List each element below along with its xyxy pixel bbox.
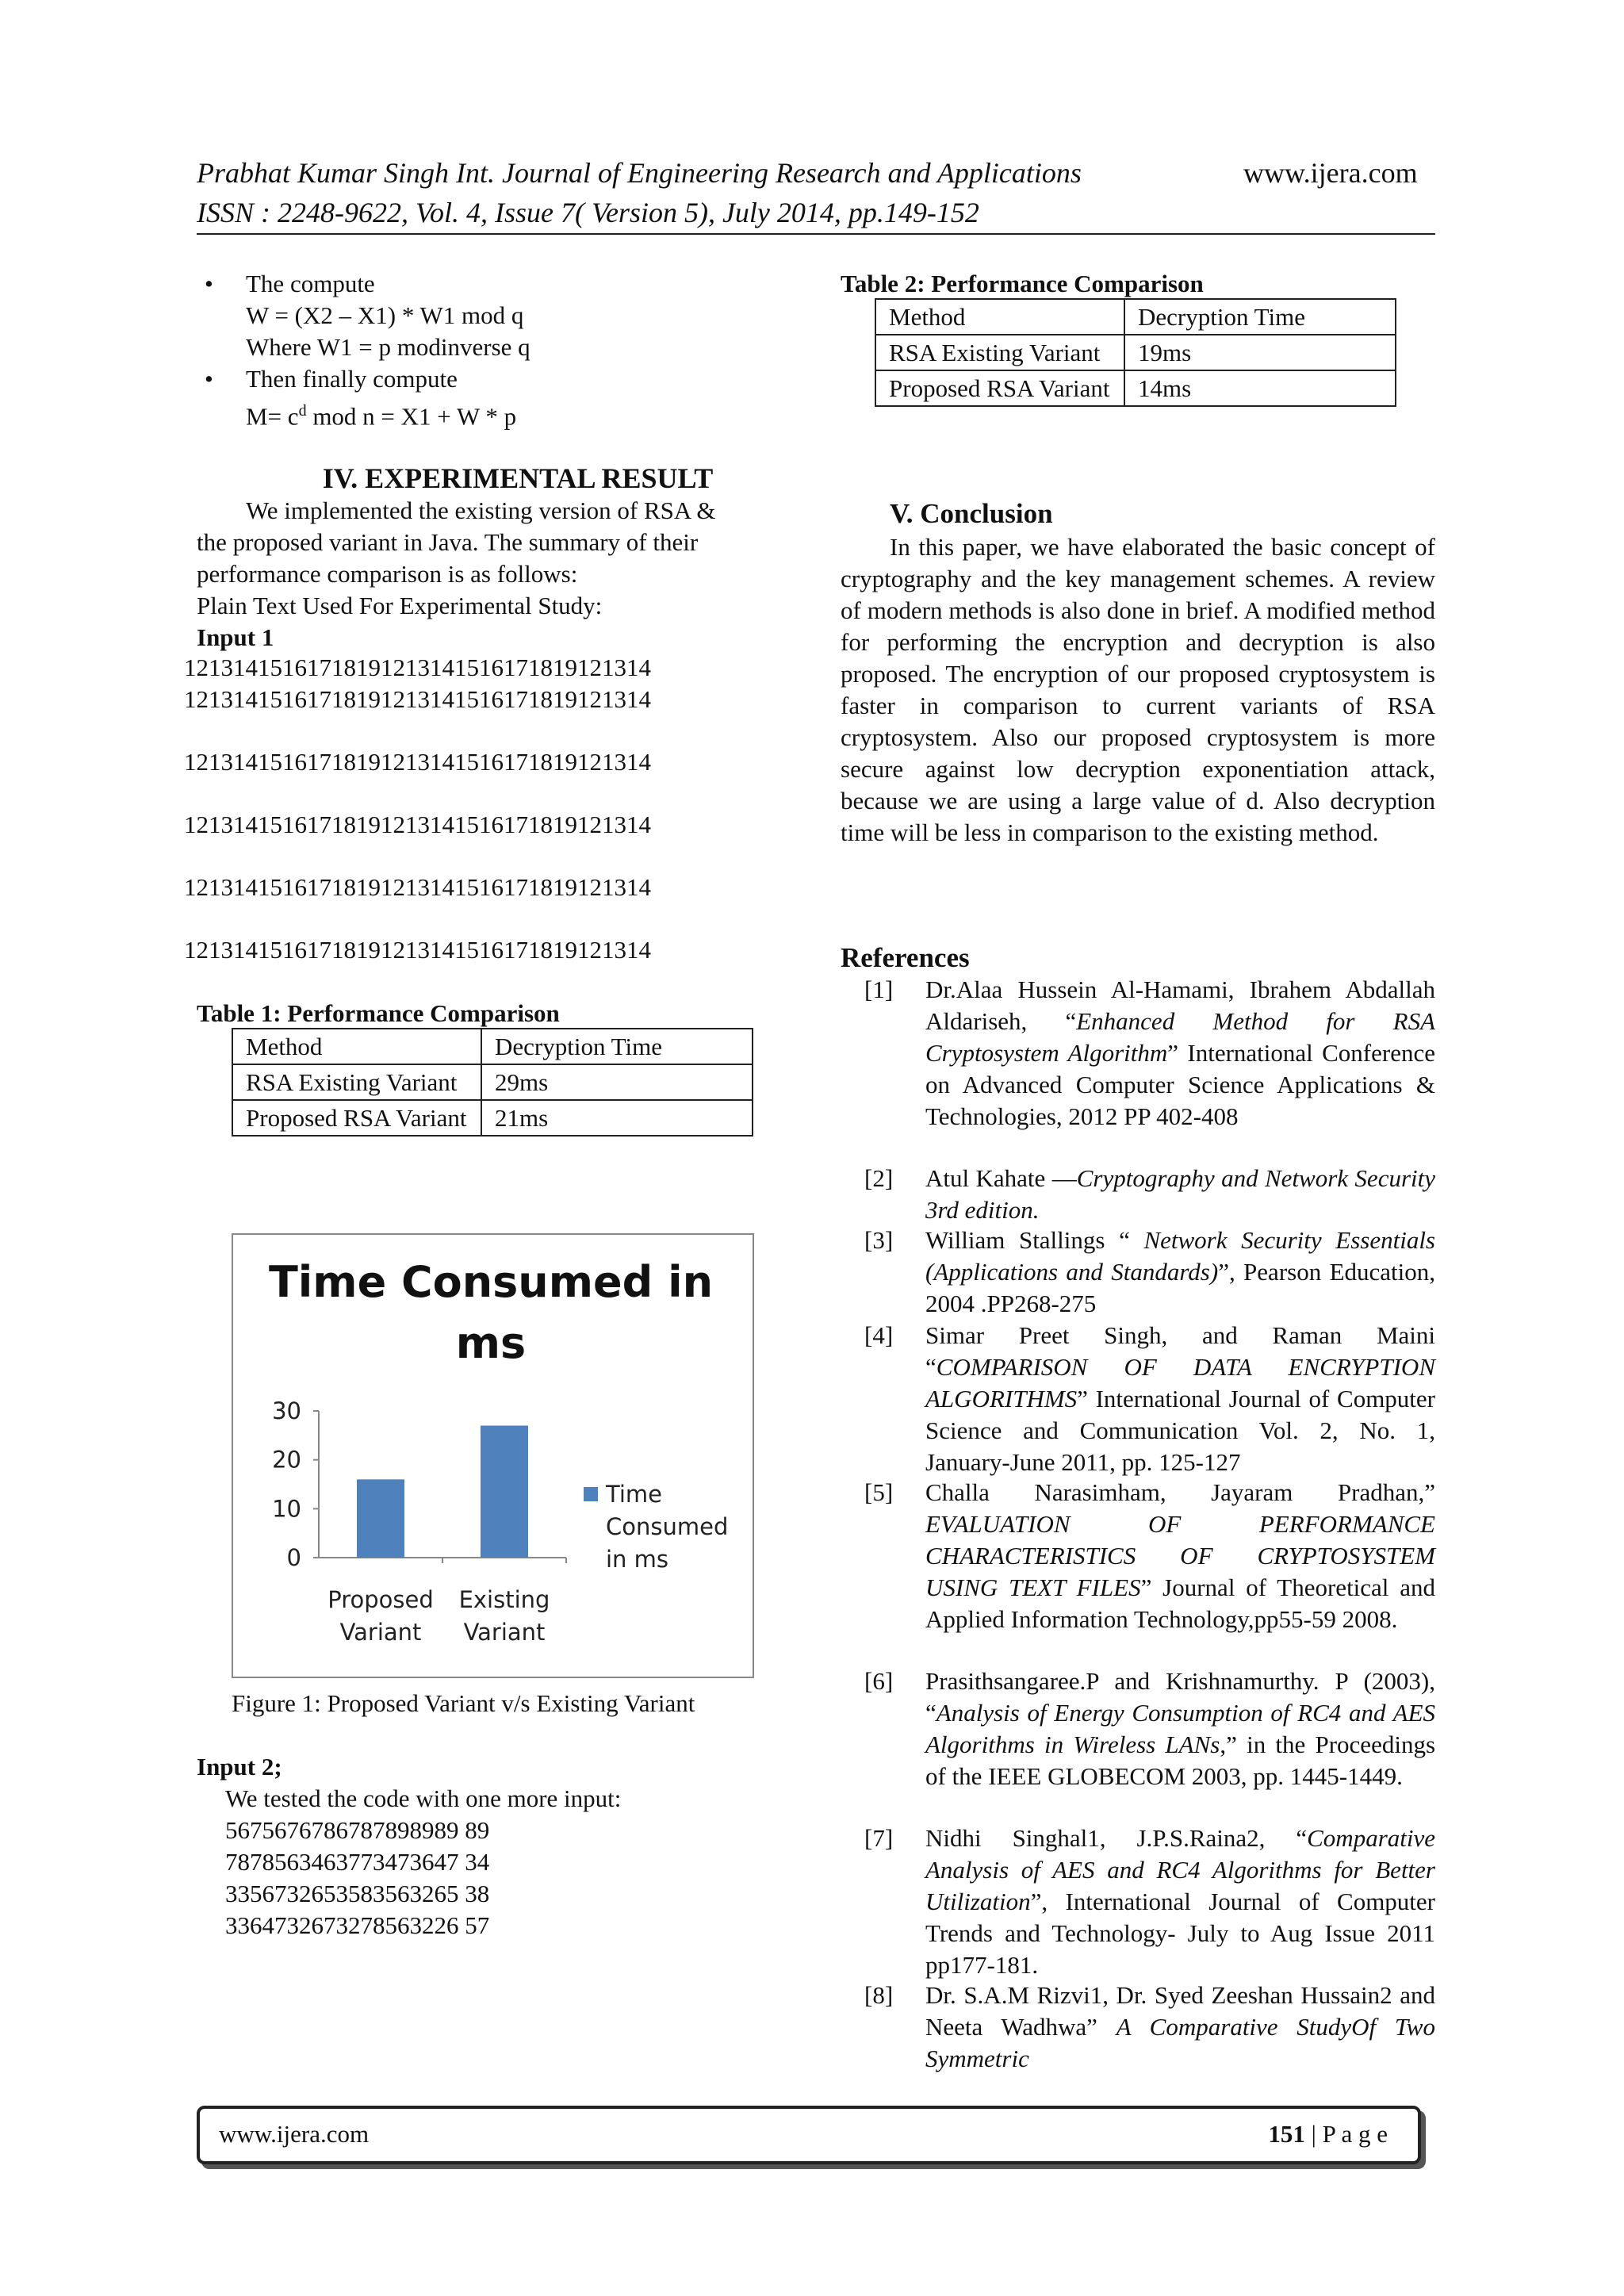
input1-line: 12131415161718191213141516171819121314 — [184, 811, 651, 838]
table2-head-time: Decryption Time — [1124, 299, 1396, 335]
chart-title-line1: Time Consumed in — [268, 1257, 714, 1307]
table1-cell: Proposed RSA Variant — [232, 1100, 481, 1136]
x-tick-label: Variant — [463, 1619, 546, 1646]
bar-chart-svg — [233, 1235, 753, 1677]
y-tick-label: 30 — [272, 1397, 301, 1424]
table1-cell: 21ms — [481, 1100, 753, 1136]
table1-caption: Table 1: Performance Comparison — [197, 999, 560, 1027]
y-tick-label: 10 — [272, 1495, 301, 1523]
legend-label: in ms — [606, 1546, 669, 1573]
input1-line: 12131415161718191213141516171819121314 — [184, 936, 651, 964]
table1 — [232, 1028, 753, 1137]
section-4-paragraph: We implemented the existing version of RSA & the proposed variant in Java. The summary of their performance comparison is as follows: Plain Text Used For Experimental Study: Input 1 — [197, 496, 716, 651]
bullet-compute: The compute W = (X2 – X1) * W1 mod q Where W1 = p modinverse q — [246, 270, 530, 361]
chart-title-line2: ms — [455, 1318, 527, 1368]
header-rule — [197, 233, 1435, 235]
conclusion-title: V. Conclusion — [890, 498, 1053, 529]
x-tick-label: Existing — [458, 1586, 550, 1613]
conclusion-text: In this paper, we have elaborated the basic concept of cryptography and the key management schemes. A review of modern methods is also done in brief. A modified method for performing the encryption and decryption is also proposed. The encryption of our proposed cryptosystem is faster in comparison to current variants of RSA cryptosystem. Also our proposed cryptosystem is more secure against low decryption exponentiation attack, because we are using a large value of d. Also decryption time will be less in comparison to the existing method. — [841, 533, 1435, 846]
journal-issn: ISSN : 2248-9622, Vol. 4, Issue 7( Version 5), July 2014, pp.149-152 — [197, 197, 979, 228]
legend-label: Consumed — [606, 1513, 729, 1540]
input2-block: We tested the code with one more input: 5675676786787898989 89 7878563463773473647 34 3356732653583563265 38 3364732673278563226 57 — [225, 1784, 622, 1939]
table2-cell: 19ms — [1124, 335, 1396, 370]
bullet-dot-1: • — [205, 270, 213, 297]
table1-cell: 29ms — [481, 1064, 753, 1100]
section-4-title: IV. EXPERIMENTAL RESULT — [322, 462, 714, 494]
table2-cell: RSA Existing Variant — [875, 335, 1124, 370]
figure1-caption: Figure 1: Proposed Variant v/s Existing Variant — [232, 1689, 695, 1717]
x-tick-label: Variant — [339, 1619, 422, 1646]
table2 — [875, 298, 1396, 407]
bullet-final-compute: Then finally compute $M= c^d$ mod n = X1 + W * p — [246, 365, 517, 431]
footer-page-number: 151 | P a g e — [1268, 2120, 1388, 2148]
input1-line: 12131415161718191213141516171819121314 — [184, 748, 651, 776]
bullet-dot-2: • — [205, 365, 213, 393]
y-tick-label: 20 — [272, 1446, 301, 1474]
table2-head-method: Method — [875, 299, 1124, 335]
journal-title: Prabhat Kumar Singh Int. Journal of Engineering Research and Applications — [197, 157, 1082, 189]
y-tick-label: 0 — [286, 1544, 301, 1571]
bar-chart — [232, 1233, 754, 1678]
footer-website[interactable]: www.ijera.com — [219, 2120, 370, 2148]
table1-head-time: Decryption Time — [481, 1029, 753, 1064]
journal-website[interactable]: www.ijera.com — [1243, 157, 1418, 189]
x-tick-label: Proposed — [327, 1586, 434, 1613]
legend-label: Time — [606, 1481, 662, 1508]
legend-swatch — [584, 1487, 598, 1501]
table1-cell: RSA Existing Variant — [232, 1064, 481, 1100]
input1-line: 12131415161718191213141516171819121314 — [184, 873, 651, 901]
input1-line: 12131415161718191213141516171819121314 — [184, 685, 651, 713]
input1-line: 12131415161718191213141516171819121314 — [184, 654, 651, 681]
page-footer — [197, 2106, 1421, 2164]
bar — [357, 1479, 404, 1558]
references-title: References — [841, 942, 970, 973]
table2-cell: 14ms — [1124, 370, 1396, 406]
table2-caption: Table 2: Performance Comparison — [841, 270, 1204, 297]
table1-head-method: Method — [232, 1029, 481, 1064]
bar — [481, 1426, 528, 1558]
input2-label: Input 2; — [197, 1753, 282, 1780]
table2-cell: Proposed RSA Variant — [875, 370, 1124, 406]
